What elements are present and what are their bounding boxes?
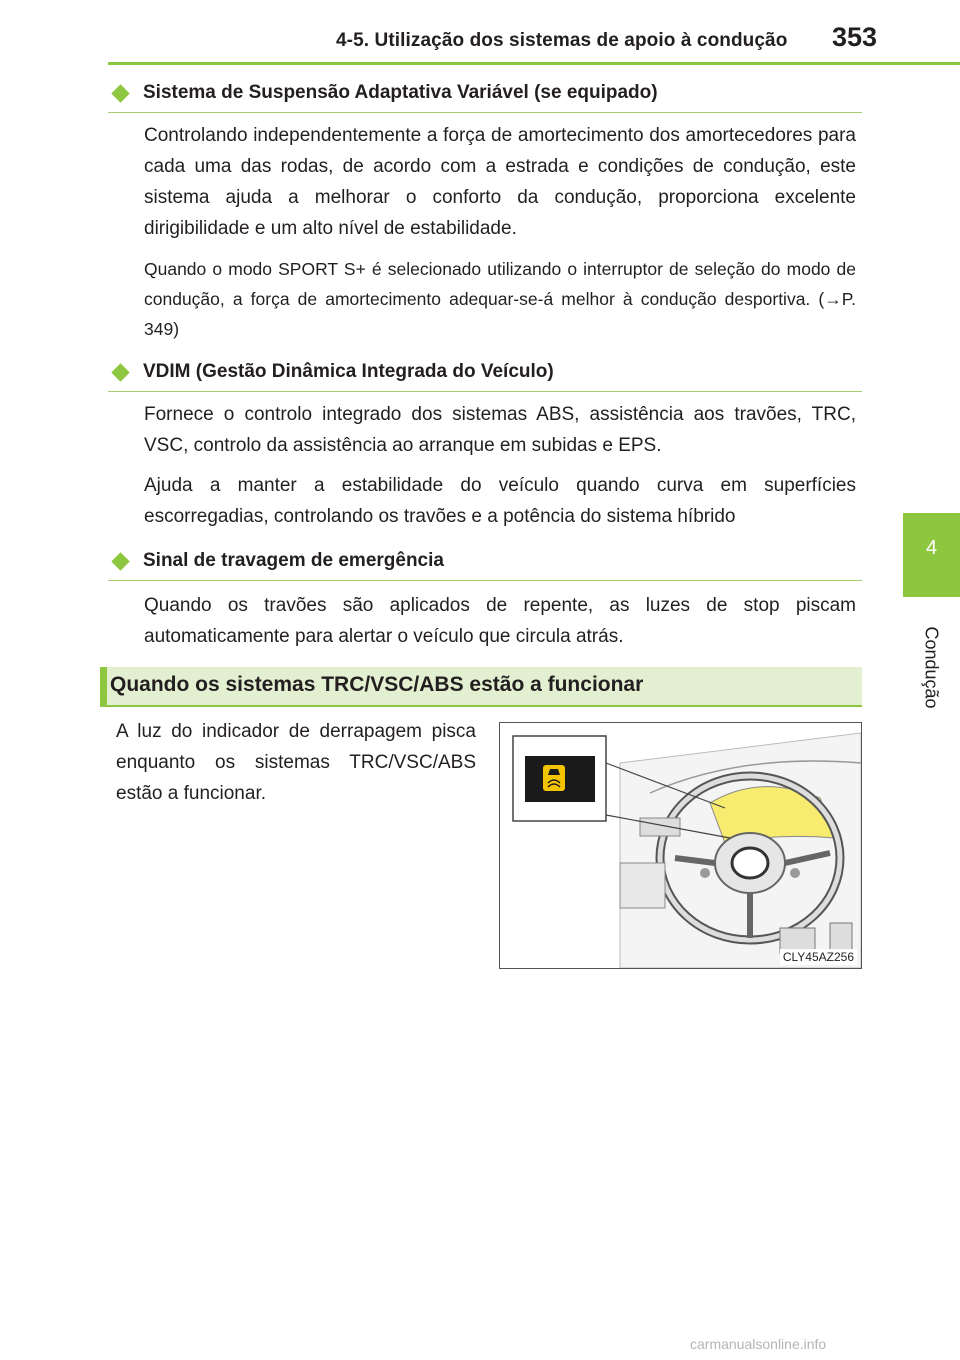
section-title: Sinal de travagem de emergência <box>143 550 444 571</box>
chapter-label: Condução <box>921 626 942 709</box>
paragraph: Ajuda a manter a estabilidade do veículo quando curva em superfícies escorregadias, controlando os travões e a potência do sistema híbrido <box>144 475 856 527</box>
boxed-heading-title: Quando os sistemas TRC/VSC/ABS estão a funcionar <box>110 673 644 696</box>
figure-code: CLY45AZ256 <box>780 949 857 965</box>
indicator-description: A luz do indicador de derrapagem pisca enquanto os sistemas TRC/VSC/ABS estão a funcionar. <box>116 721 476 804</box>
diamond-bullet-icon <box>111 84 129 102</box>
header-rule <box>108 62 960 65</box>
running-header: 4-5. Utilização dos sistemas de apoio à condução <box>336 30 788 51</box>
paragraph: Fornece o controlo integrado dos sistemas ABS, assistência aos travões, TRC, VSC, controlo da assistência ao arranque em subidas e EPS. <box>144 404 856 456</box>
steering-wheel-illustration <box>500 723 861 968</box>
diamond-bullet-icon <box>111 363 129 381</box>
paragraph: Quando os travões são aplicados de repente, as luzes de stop piscam automaticamente para alertar o veículo que circula atrás. <box>144 595 856 647</box>
section-title: VDIM (Gestão Dinâmica Integrada do Veículo) <box>143 361 554 382</box>
chapter-number: 4 <box>925 537 938 559</box>
dashboard-illustration <box>499 722 862 969</box>
diamond-bullet-icon <box>111 552 129 570</box>
section-heading <box>108 546 862 581</box>
section-heading <box>108 78 862 113</box>
page-number: 353 <box>832 22 878 52</box>
section-title: Sistema de Suspensão Adaptativa Variável (se equipado) <box>143 82 658 103</box>
section-heading <box>108 357 862 392</box>
footer-watermark: carmanualsonline.info <box>690 1336 827 1352</box>
paragraph: Controlando independentemente a força de amortecimento dos amortecedores para cada uma das rodas, de acordo com a estrada e condições de condução, este sistema ajuda a melhorar o conforto da condução, proporciona excelente dirigibilidade e um alto nível de estabilidade. <box>144 125 856 239</box>
paragraph: Quando o modo SPORT S+ é selecionado utilizando o interruptor de seleção do modo de condução, a força de amortecimento adequar-se-á melhor à condução desportiva. (→P. 349) <box>144 259 856 339</box>
